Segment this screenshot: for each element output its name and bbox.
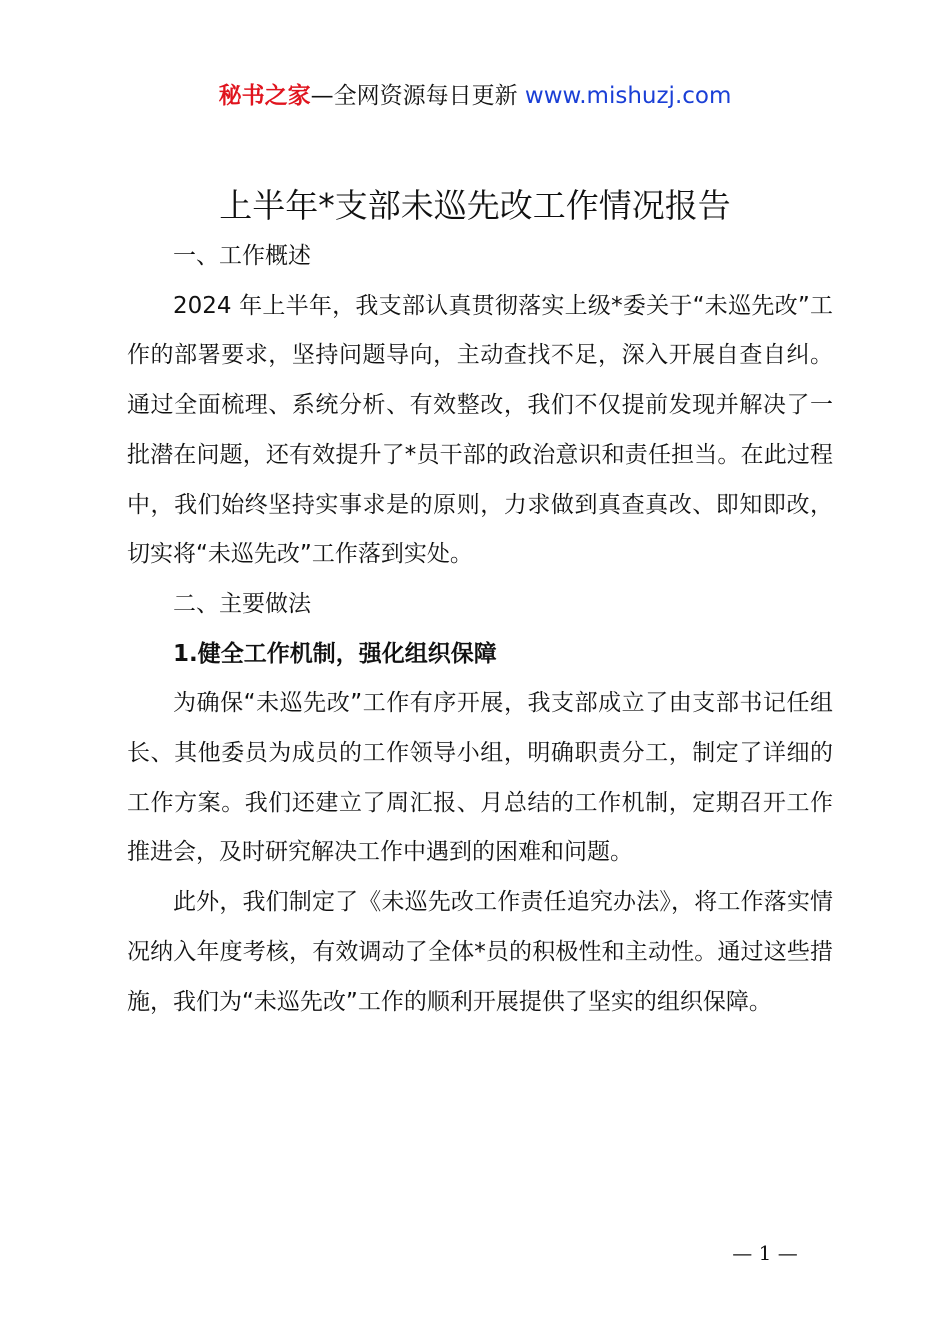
brand-name: 秘书之家	[218, 83, 311, 109]
header-tagline: —全网资源每日更新	[310, 83, 525, 109]
document-title: 上半年*支部未巡先改工作情况报告	[219, 186, 731, 225]
section-heading-methods: 二、主要做法	[173, 590, 311, 617]
page-number: — 1 —	[732, 1241, 798, 1265]
paragraph-overview: 2024 年上半年，我支部认真贯彻落实上级*委关于“未巡先改”工作的部署要求，坚持问题导向，主动查找不足，深入开展自查自纠。通过全面梳理、系统分析、有效整改，我们不仅提前发现并解决了一批潜在问题，还有效提升了*员干部的政治意识和责任担当。在此过程中，我们始终坚持实事求是的原则，力求做到真查真改、即知即改，切实将“未巡先改”工作落到实处。	[127, 292, 833, 568]
paragraph-mechanism: 为确保“未巡先改”工作有序开展，我支部成立了由支部书记任组长、其他委员为成员的工作领导小组，明确职责分工，制定了详细的工作方案。我们还建立了周汇报、月总结的工作机制，定期召开工作推进会，及时研究解决工作中遇到的困难和问题。	[127, 690, 833, 866]
site-url-link[interactable]: www.mishuzj.com	[524, 83, 732, 109]
site-header	[0, 80, 950, 112]
document-body	[127, 232, 833, 1027]
paragraph-accountability: 此外，我们制定了《未巡先改工作责任追究办法》，将工作落实情况纳入年度考核，有效调动了全体*员的积极性和主动性。通过这些措施，我们为“未巡先改”工作的顺利开展提供了坚实的组织保障。	[127, 889, 833, 1015]
section-heading-overview: 一、工作概述	[173, 243, 311, 269]
subheading-mechanism: 1.健全工作机制，强化组织保障	[173, 640, 497, 667]
